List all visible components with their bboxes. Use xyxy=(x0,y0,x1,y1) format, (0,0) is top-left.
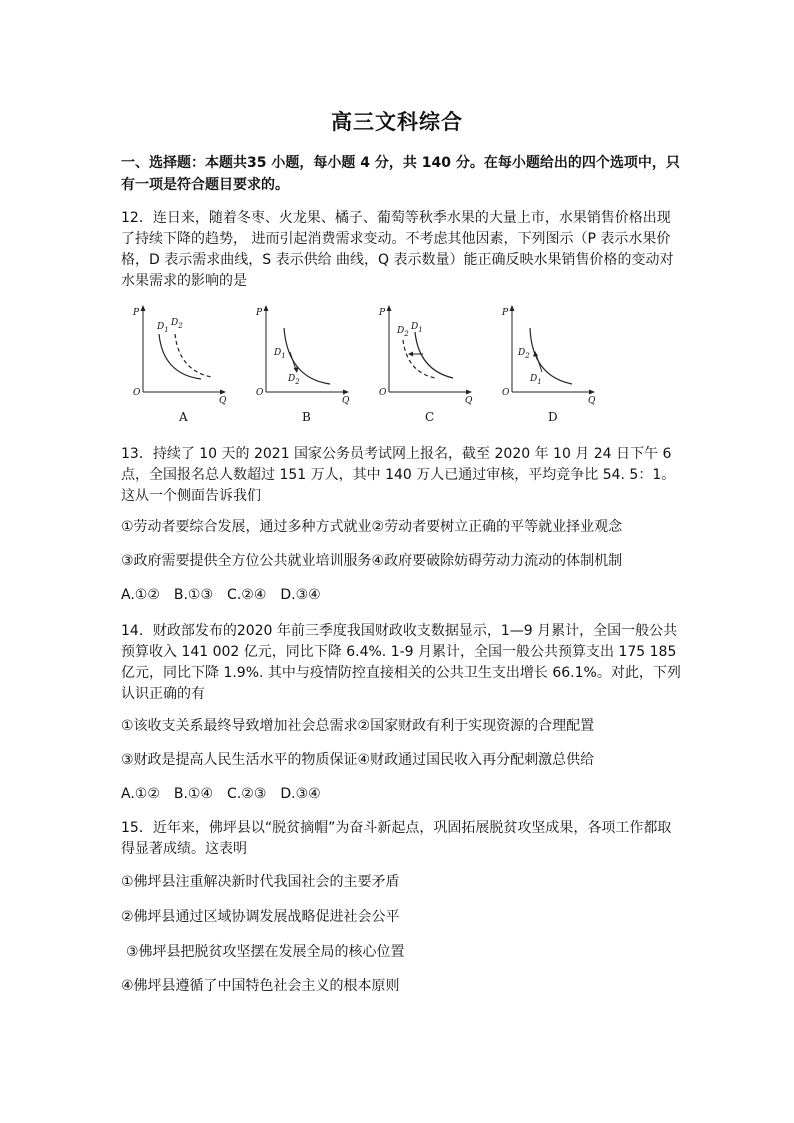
graph-c-x-arrow xyxy=(466,390,472,395)
q13-statements-1: ①劳动者要综合发展，通过多种方式就业②劳动者要树立正确的平等就业择业观念 xyxy=(121,519,623,535)
graph-c-shift-arrowhead xyxy=(408,352,413,357)
q14-options: A.①② B.①④ C.②③ D.③④ xyxy=(121,786,321,802)
graph-a-d1-label: $D_1$ xyxy=(157,322,169,334)
graph-a-curve-d1 xyxy=(159,334,201,379)
q15-statement-2: ②佛坪县通过区域协调发展战略促进社会公平 xyxy=(121,909,400,925)
graph-c-plot xyxy=(377,302,477,402)
graph-b-y-arrow xyxy=(264,305,269,311)
q12-graphs xyxy=(121,302,601,432)
graph-b-move-arrowhead xyxy=(294,367,299,373)
graph-d-move-arrow xyxy=(536,354,542,372)
graph-d-letter: D xyxy=(548,410,558,424)
graph-c-y-arrow xyxy=(387,305,392,311)
graph-c-o-label: O xyxy=(379,388,387,398)
q14-statements-1: ①该收支关系最终导致增加社会总需求②国家财政有利于实现资源的合理配置 xyxy=(121,718,595,734)
graph-b-d2-label: $D_2$ xyxy=(288,374,300,386)
graph-b-move-arrow xyxy=(290,352,296,370)
q15-stem: 15．近年来，佛坪县以“脱贫摘帽”为奋斗新起点，巩固拓展脱贫攻坚成果，各项工作都取得显著成绩。这表明 xyxy=(121,820,672,857)
graph-c-curve-d1 xyxy=(415,332,453,378)
graph-b-q-label: Q xyxy=(342,396,350,406)
graph-d-o-label: O xyxy=(502,388,510,398)
graph-d xyxy=(500,302,600,432)
graph-d-plot xyxy=(500,302,600,402)
q12-stem: 12．连日来，随着冬枣、火龙果、橘子、葡萄等秋季水果的大量上市，水果销售价格出现了持续下降的趋势， 进而引起消费需求变动。不考虑其他因素，下列图示（P 表示水果价格，D 表示需求曲线，S 表示供给 曲线，Q 表示数量）能正确反映水果销售价格的变动对水果需求的影响的是 xyxy=(121,210,674,289)
graph-c-curve-d2 xyxy=(403,340,435,378)
q13-options: A.①② B.①③ C.②④ D.③④ xyxy=(121,587,321,603)
graph-b-letter: B xyxy=(302,410,311,424)
graph-b-o-label: O xyxy=(256,388,264,398)
graph-d-d1-label: $D_1$ xyxy=(530,374,542,386)
graph-a-plot xyxy=(131,302,231,402)
q15-statement-4: ④佛坪县遵循了中国特色社会主义的根本原则 xyxy=(121,978,400,994)
graph-a-curve-d2 xyxy=(175,334,211,377)
graph-a-d2-label: $D_2$ xyxy=(171,318,183,330)
graph-c-letter: C xyxy=(425,410,435,424)
graph-b-d1-label: $D_1$ xyxy=(274,348,286,360)
graph-a-y-arrow xyxy=(141,305,146,311)
page-title: 高三文科综合 xyxy=(331,109,463,134)
graph-b-plot xyxy=(254,302,354,402)
graph-c xyxy=(377,302,477,432)
graph-a-q-label: Q xyxy=(219,396,227,406)
graph-a-o-label: O xyxy=(133,388,141,398)
q14-stem: 14．财政部发布的2020 年前三季度我国财政收支数据显示，1—9 月累计，全国一般公共预算收入 141 002 亿元，同比下降 6.4%. 1-9 月累计，全国一般公共预算支出 175 185 亿元，同比下降 1.9%. 其中与疫情防控直接相关的公共卫生支出增长 66.1%。对此，下列认识正确的有 xyxy=(121,623,681,702)
section-heading: 一、选择题：本题共35 小题，每小题 4 分，共 140 分。在每小题给出的四个选项中，只有一项是符合题目要求的。 xyxy=(121,155,680,193)
graph-c-q-label: Q xyxy=(465,396,473,406)
graph-d-q-label: Q xyxy=(588,396,596,406)
graph-c-p-label: P xyxy=(379,308,386,318)
graph-b-p-label: P xyxy=(256,308,263,318)
q13-stem: 13．持续了 10 天的 2021 国家公务员考试网上报名，截至 2020 年 10 月 24 日下午 6 点，全国报名总人数超过 151 万人，其中 140 万人已通过审核，平均竞争比 54. 5：1。这从一个侧面告诉我们 xyxy=(121,446,676,504)
graph-a xyxy=(131,302,231,432)
graph-b xyxy=(254,302,354,432)
q15-statement-3: ③佛坪县把脱贫攻坚摆在发展全局的核心位置 xyxy=(126,944,405,960)
graph-a-x-arrow xyxy=(220,390,226,395)
graph-d-y-arrow xyxy=(510,305,515,311)
graph-c-d2-label: $D_2$ xyxy=(397,326,409,338)
graph-b-x-arrow xyxy=(343,390,349,395)
q14-statements-2: ③财政是提高人民生活水平的物质保证④财政通过国民收入再分配刺激总供给 xyxy=(121,752,595,768)
q15-statement-1: ①佛坪县注重解决新时代我国社会的主要矛盾 xyxy=(121,874,400,890)
graph-a-letter: A xyxy=(179,410,188,424)
graph-d-x-arrow xyxy=(589,390,595,395)
q13-statements-2: ③政府需要提供全方位公共就业培训服务④政府要破除妨碍劳动力流动的体制机制 xyxy=(121,553,623,569)
graph-c-d1-label: $D_1$ xyxy=(411,322,423,334)
graph-d-d2-label: $D_2$ xyxy=(518,348,530,360)
graph-a-p-label: P xyxy=(133,308,140,318)
graph-d-p-label: P xyxy=(502,308,509,318)
